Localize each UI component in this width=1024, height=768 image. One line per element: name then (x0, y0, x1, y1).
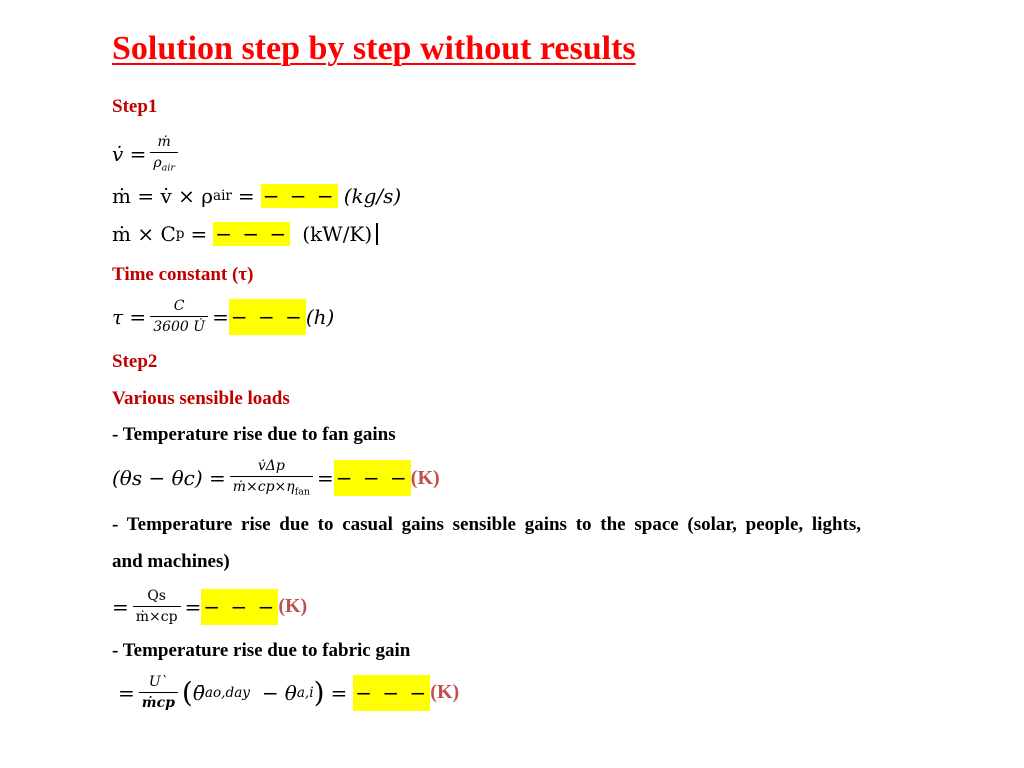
equation-lhs: = (118, 680, 135, 705)
equals-sign: = (317, 466, 334, 491)
fraction (139, 674, 178, 711)
equation-heat-capacity-rate (112, 222, 378, 246)
answer-blank: − − − (229, 299, 306, 335)
text-cursor (376, 223, 378, 245)
numerator: Qs (147, 588, 166, 604)
casual-gains-text-continued: and machines) (112, 551, 230, 572)
equation-subscript: air (212, 188, 232, 204)
unit-label: (h) (305, 304, 335, 329)
equals-sign: = (190, 222, 208, 246)
term-indoor-subscript: a,i (296, 684, 314, 701)
equation-lhs: τ = (112, 304, 147, 329)
term-indoor-base: θ (284, 680, 297, 705)
equals-sign: = (184, 594, 202, 619)
equation-time-constant (112, 298, 334, 335)
unit-label: (K) (410, 466, 440, 489)
equation-volume-flow (112, 134, 182, 174)
various-loads-heading: Various sensible loads (112, 388, 290, 409)
open-parenthesis: ( (181, 675, 193, 709)
term-outdoor-subscript: ao,day (204, 684, 250, 701)
answer-blank: − − − (215, 222, 289, 246)
equation-lhs: = (112, 594, 129, 619)
numerator: C (173, 298, 185, 314)
term-outdoor-base: θ̄ (192, 680, 205, 705)
denominator-subscript: fan (294, 486, 311, 498)
fraction (230, 458, 313, 498)
denominator: 3600 U̇ (150, 316, 208, 335)
step1-heading: Step1 (112, 96, 158, 117)
equation-lhs: ṁ × C (112, 222, 176, 246)
equals-sign: = (330, 680, 348, 705)
denominator-base: ṁ×cp×η (232, 479, 295, 496)
numerator: ṁ (157, 134, 171, 150)
unit-label: (kW/K) (302, 222, 373, 246)
fan-gains-text: - Temperature rise due to fan gains (112, 424, 396, 445)
answer-blank: − − − (353, 675, 430, 711)
unit-label: (kg/s) (343, 184, 402, 208)
denominator: ṁcp (139, 692, 178, 711)
equation-mass-flow (112, 184, 401, 208)
denominator: ṁ×cp (133, 606, 181, 625)
equation-fan-gain (112, 458, 440, 498)
denominator (150, 152, 178, 174)
equation-lhs: v̇ = (112, 142, 147, 167)
numerator: v̇Δp (257, 458, 285, 474)
close-parenthesis: ) (313, 675, 325, 709)
numerator: U` (148, 674, 168, 690)
fraction (133, 588, 181, 625)
equation-fabric-gain (118, 674, 459, 711)
time-constant-heading: Time constant (τ) (112, 264, 254, 285)
equation-casual-gain (112, 588, 307, 625)
fraction (150, 134, 178, 174)
answer-blank: − − − (262, 184, 336, 208)
denominator-subscript: air (161, 162, 175, 174)
fabric-gain-text: - Temperature rise due to fabric gain (112, 640, 411, 661)
equation-lhs: ṁ = v̇ × ρ (112, 184, 213, 208)
casual-gains-text: - Temperature rise due to casual gains sensible gains to the space (solar, people, lights, (112, 514, 861, 535)
answer-blank: − − − (334, 460, 411, 496)
equation-lhs: (θs − θc) = (112, 466, 226, 491)
fraction (150, 298, 208, 335)
unit-label: (K) (278, 595, 308, 618)
equation-subscript: p (175, 226, 185, 242)
minus-sign: − (262, 680, 279, 705)
denominator (230, 476, 313, 498)
step2-heading: Step2 (112, 351, 158, 372)
answer-blank: − − − (201, 589, 278, 625)
equals-sign: = (237, 184, 255, 208)
unit-label: (K) (430, 681, 460, 704)
equals-sign: = (212, 304, 229, 329)
denominator-base: ρ (153, 155, 162, 172)
page-title: Solution step by step without results (112, 30, 636, 67)
